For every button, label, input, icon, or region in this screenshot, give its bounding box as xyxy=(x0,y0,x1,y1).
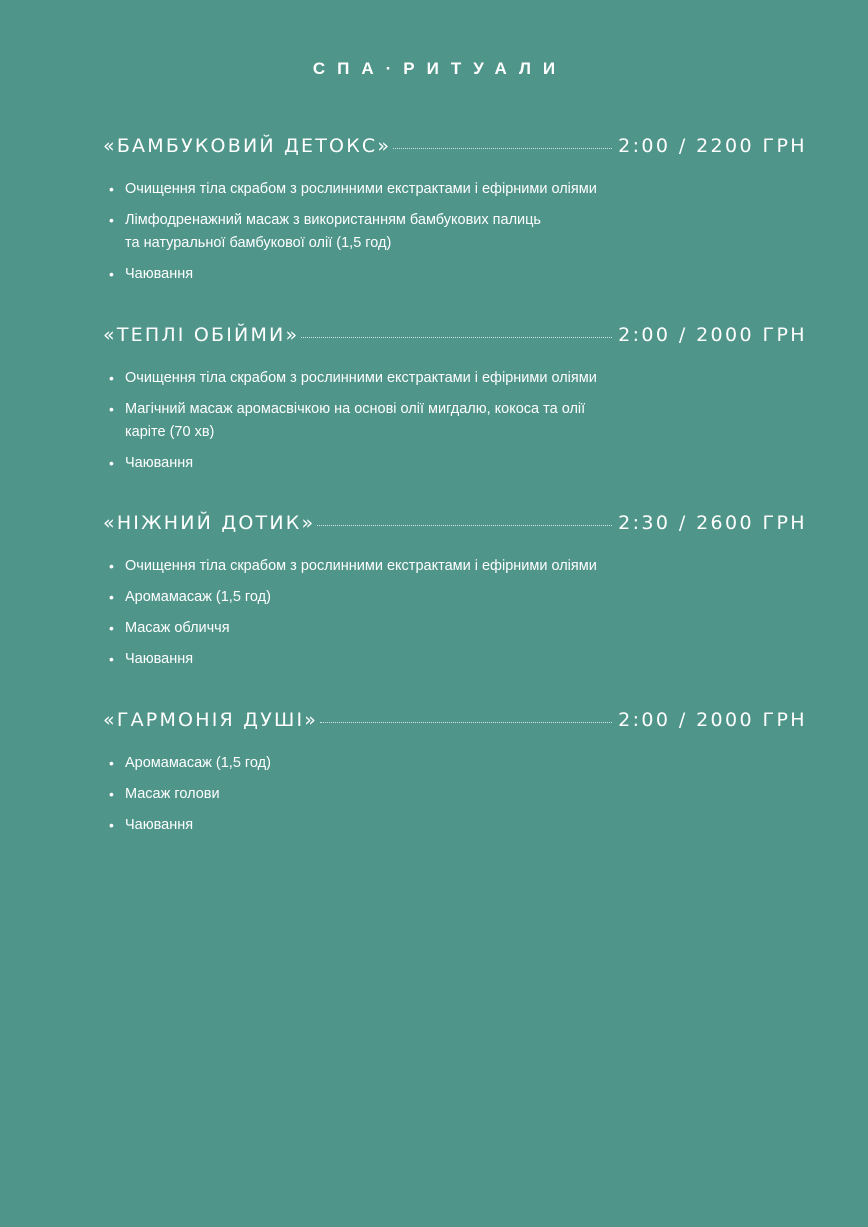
section-header xyxy=(103,706,807,734)
item-text: Магічний масаж аромасвічкою на основі олії мигдалю, кокоса та олії xyxy=(125,401,586,417)
section-header xyxy=(103,321,807,349)
item-list xyxy=(109,752,271,845)
section-name: «ГАРМОНІЯ ДУШІ» xyxy=(103,709,319,731)
item-text: Масаж обличчя xyxy=(125,620,230,636)
section-price: 2:00 / 2200 ГРН xyxy=(618,135,807,157)
list-item xyxy=(109,555,597,578)
item-list xyxy=(109,555,597,679)
list-item xyxy=(109,586,597,609)
dotted-leader xyxy=(320,722,612,723)
bullet-icon: • xyxy=(109,455,114,471)
item-list xyxy=(109,178,597,294)
item-text: Чаювання xyxy=(125,266,194,282)
item-text: Аромамасаж (1,5 год) xyxy=(125,589,271,605)
list-item xyxy=(109,209,597,255)
bullet-icon: • xyxy=(109,620,114,636)
section-price: 2:00 / 2000 ГРН xyxy=(618,324,807,346)
bullet-icon: • xyxy=(109,755,114,771)
bullet-icon: • xyxy=(109,589,114,605)
bullet-icon: • xyxy=(109,786,114,802)
list-item xyxy=(109,814,271,837)
item-text: Лімфодренажний масаж з використанням бамбукових палиць xyxy=(125,212,541,228)
bullet-icon: • xyxy=(109,266,114,282)
item-text: та натуральної бамбукової олії (1,5 год) xyxy=(125,235,392,251)
bullet-icon: • xyxy=(109,212,114,228)
dotted-leader xyxy=(393,148,612,149)
item-text: каріте (70 хв) xyxy=(125,424,215,440)
list-item xyxy=(109,752,271,775)
page-title: СПА·РИТУАЛИ xyxy=(312,59,568,78)
section-name: «БАМБУКОВИЙ ДЕТОКС» xyxy=(103,135,392,157)
bullet-icon: • xyxy=(109,651,114,667)
section-name: «ТЕПЛІ ОБІЙМИ» xyxy=(103,324,300,346)
list-item xyxy=(109,452,597,475)
list-item xyxy=(109,263,597,286)
item-list xyxy=(109,367,597,483)
section-header xyxy=(103,132,807,160)
bullet-icon: • xyxy=(109,401,114,417)
item-text: Чаювання xyxy=(125,651,194,667)
item-text: Аромамасаж (1,5 год) xyxy=(125,755,271,771)
section-header xyxy=(103,509,807,537)
menu-section xyxy=(103,706,807,833)
list-item xyxy=(109,783,271,806)
item-text: Очищення тіла скрабом з рослинними екстрактами і ефірними оліями xyxy=(125,370,597,386)
list-item xyxy=(109,178,597,201)
item-text: Масаж голови xyxy=(125,786,220,802)
list-item xyxy=(109,367,597,390)
bullet-icon: • xyxy=(109,370,114,386)
bullet-icon: • xyxy=(109,817,114,833)
list-item xyxy=(109,398,597,444)
list-item xyxy=(109,648,597,671)
section-price: 2:30 / 2600 ГРН xyxy=(618,512,807,534)
bullet-icon: • xyxy=(109,558,114,574)
item-text: Очищення тіла скрабом з рослинними екстрактами і ефірними оліями xyxy=(125,558,597,574)
menu-section xyxy=(103,321,807,471)
menu-section xyxy=(103,132,807,282)
bullet-icon: • xyxy=(109,181,114,197)
section-price: 2:00 / 2000 ГРН xyxy=(618,709,807,731)
section-name: «НІЖНИЙ ДОТИК» xyxy=(103,512,316,534)
dotted-leader xyxy=(301,337,612,338)
dotted-leader xyxy=(317,525,612,526)
item-text: Чаювання xyxy=(125,817,194,833)
menu-section xyxy=(103,509,807,667)
list-item xyxy=(109,617,597,640)
item-text: Чаювання xyxy=(125,455,194,471)
item-text: Очищення тіла скрабом з рослинними екстрактами і ефірними оліями xyxy=(125,181,597,197)
